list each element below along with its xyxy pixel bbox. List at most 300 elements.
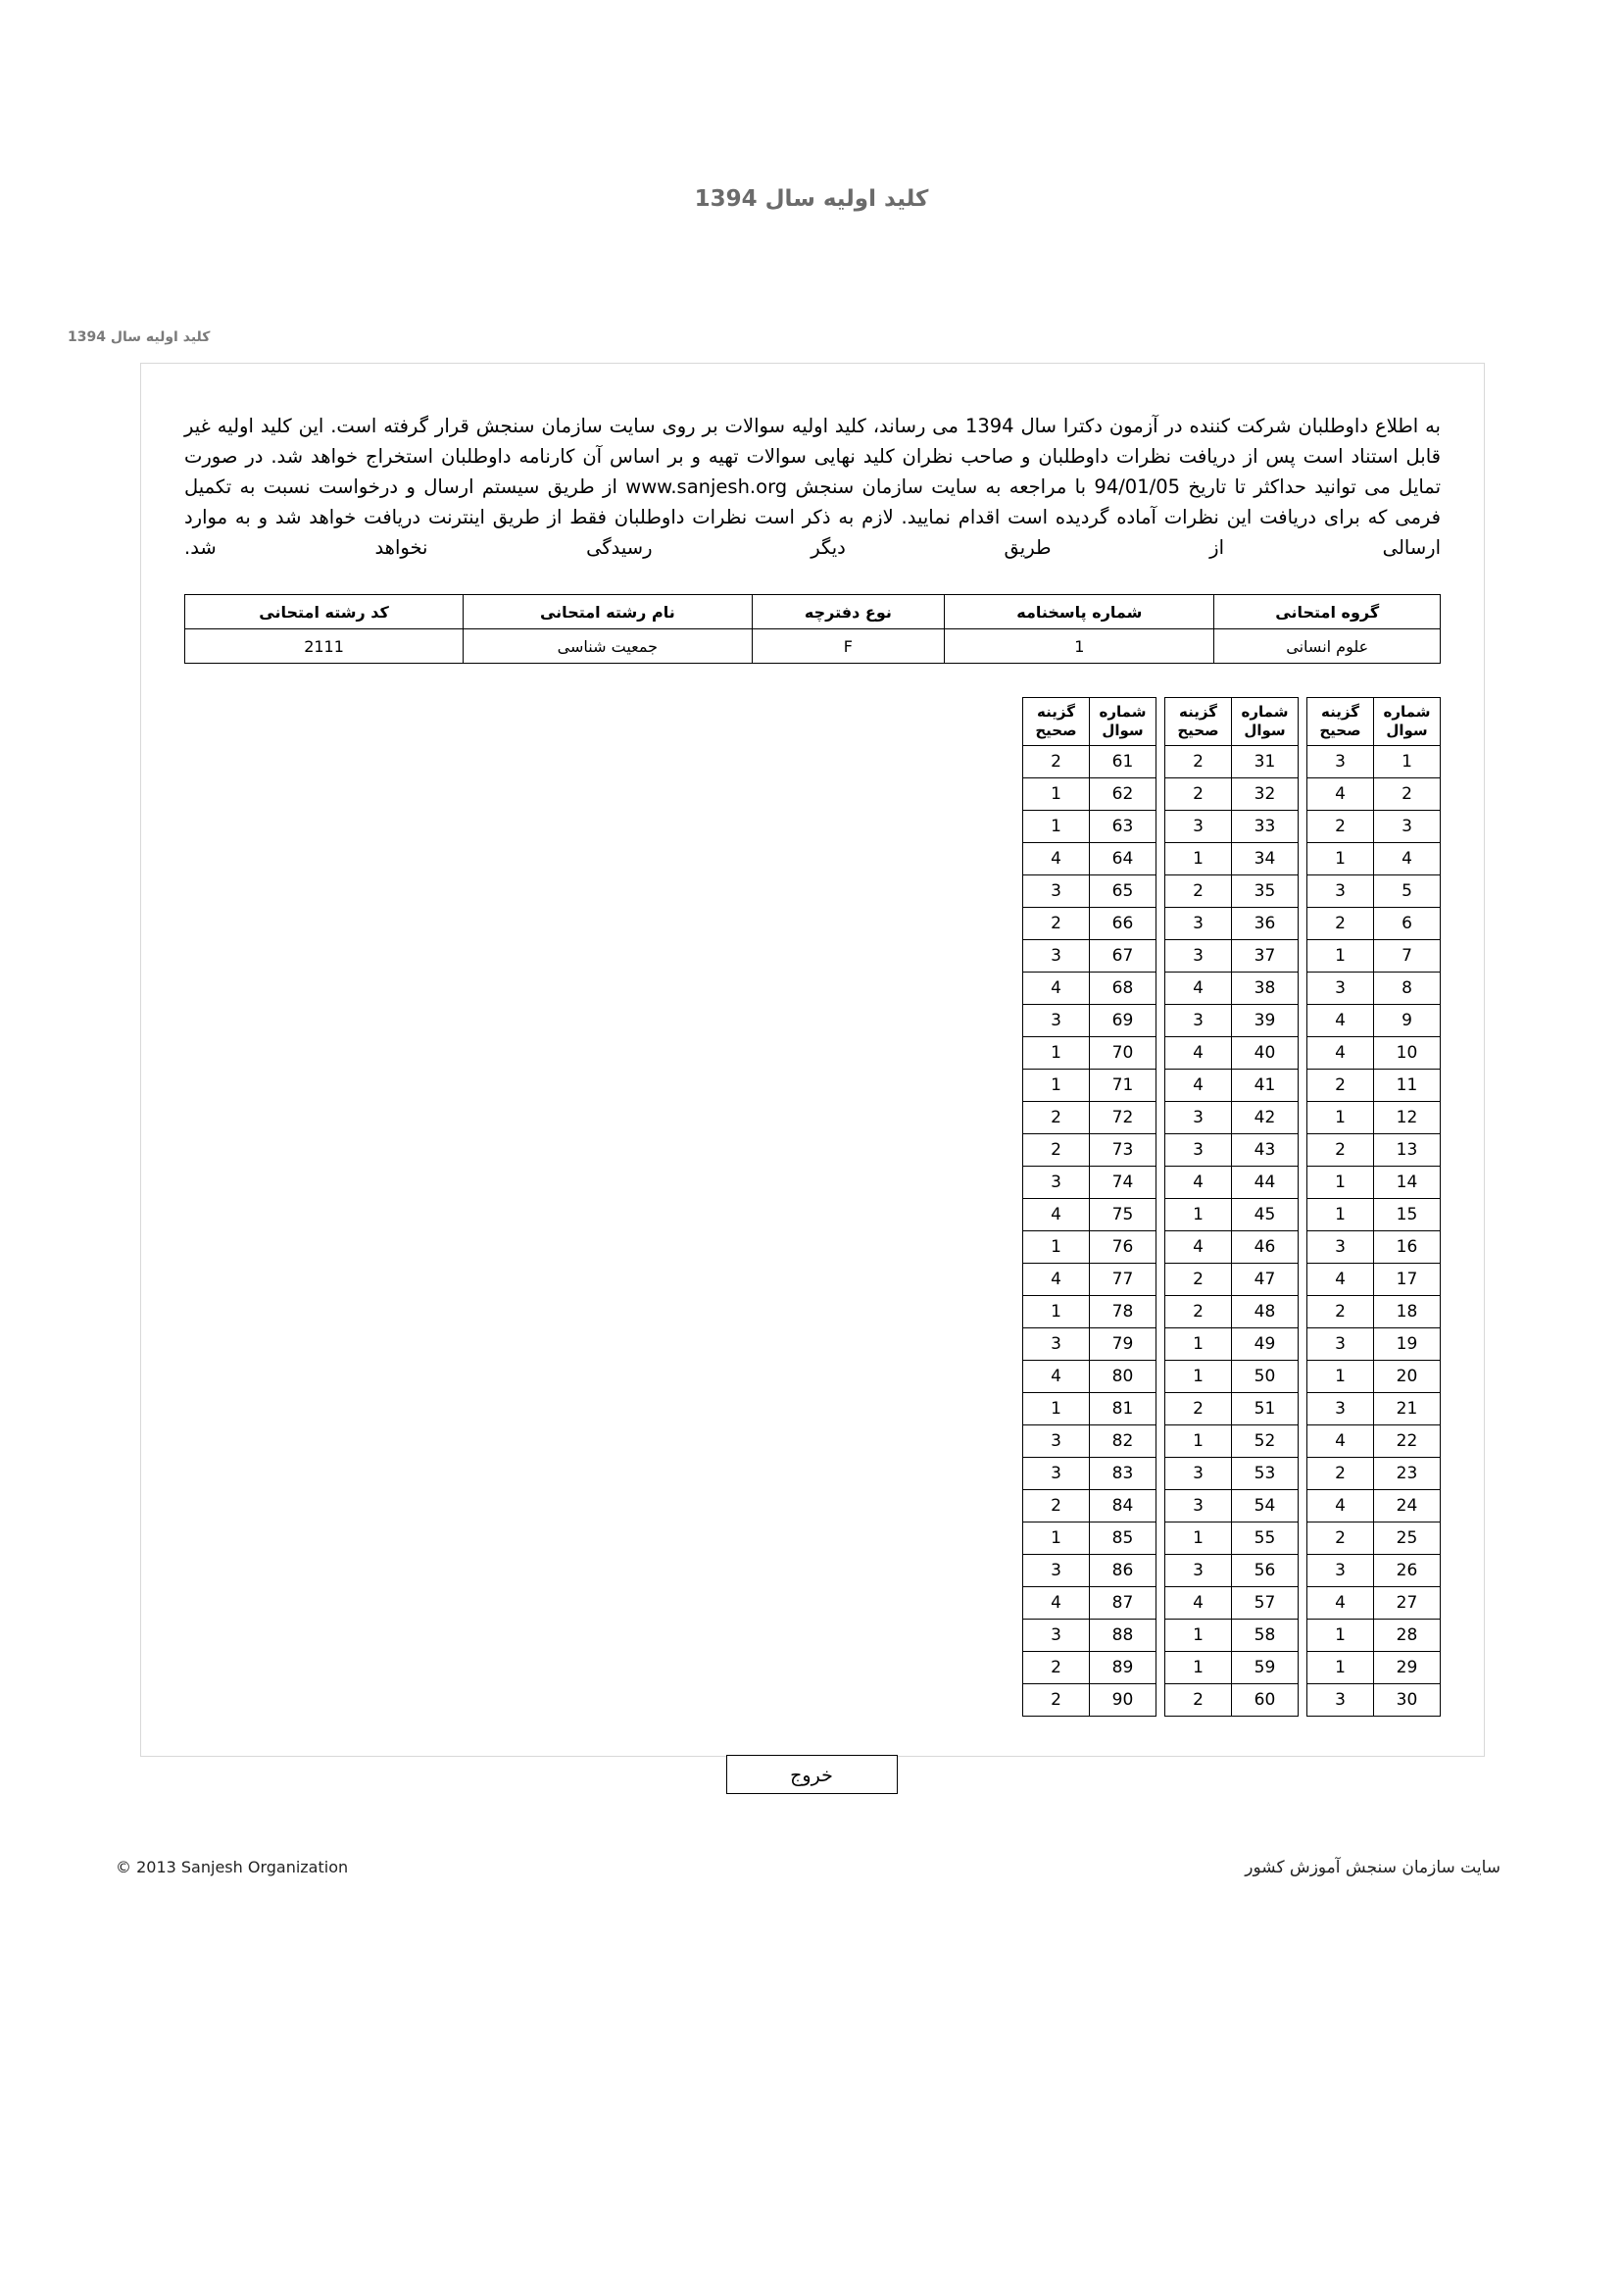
answer-table-row [1165, 1102, 1299, 1134]
question-number-cell: 26 [1374, 1555, 1441, 1587]
correct-option-cell: 2 [1023, 1684, 1090, 1717]
answer-table-row [1023, 1393, 1156, 1425]
question-number-cell: 8 [1374, 973, 1441, 1005]
correct-option-cell: 4 [1023, 1587, 1090, 1620]
answer-table-row [1023, 1587, 1156, 1620]
answer-table-row [1307, 875, 1441, 908]
correct-option-cell: 3 [1165, 940, 1232, 973]
correct-option-cell: 3 [1307, 1555, 1374, 1587]
answer-table-row [1165, 1361, 1299, 1393]
exam-info-header-cell: شماره پاسخنامه [945, 595, 1214, 629]
question-number-cell: 19 [1374, 1328, 1441, 1361]
question-number-cell: 39 [1232, 1005, 1299, 1037]
correct-option-cell: 2 [1165, 875, 1232, 908]
answer-table-row [1165, 1328, 1299, 1361]
correct-option-cell: 2 [1165, 778, 1232, 811]
answer-table-row [1023, 1167, 1156, 1199]
correct-option-cell: 4 [1307, 1037, 1374, 1070]
answer-table-row [1307, 1425, 1441, 1458]
correct-option-cell: 1 [1307, 843, 1374, 875]
correct-option-cell: 3 [1023, 1167, 1090, 1199]
question-number-cell: 30 [1374, 1684, 1441, 1717]
footer-organization-text: سایت سازمان سنجش آموزش کشور [1245, 1858, 1500, 1877]
correct-option-cell: 3 [1307, 1684, 1374, 1717]
answer-table-row [1307, 1037, 1441, 1070]
answer-table-row [1023, 1361, 1156, 1393]
correct-option-cell: 3 [1023, 1328, 1090, 1361]
answer-table-header-answer: گزینه صحیح [1023, 698, 1090, 746]
answer-table-row [1165, 1264, 1299, 1296]
answer-table-row [1165, 1199, 1299, 1231]
question-number-cell: 74 [1090, 1167, 1156, 1199]
question-number-cell: 24 [1374, 1490, 1441, 1522]
question-number-cell: 22 [1374, 1425, 1441, 1458]
correct-option-cell: 3 [1023, 875, 1090, 908]
question-number-cell: 62 [1090, 778, 1156, 811]
answer-table-row [1165, 778, 1299, 811]
question-number-cell: 28 [1374, 1620, 1441, 1652]
correct-option-cell: 3 [1023, 1458, 1090, 1490]
answer-table-row [1023, 1684, 1156, 1717]
answer-table-body-3 [1023, 746, 1156, 1717]
exam-info-value-row [185, 629, 1441, 664]
question-number-cell: 13 [1374, 1134, 1441, 1167]
answer-table-row [1307, 843, 1441, 875]
answer-table-row [1023, 973, 1156, 1005]
answer-table-row [1023, 1102, 1156, 1134]
answer-table-row [1023, 1070, 1156, 1102]
answer-table-row [1307, 1005, 1441, 1037]
correct-option-cell: 3 [1307, 1393, 1374, 1425]
exam-info-value-cell: 2111 [185, 629, 464, 664]
correct-option-cell: 3 [1165, 1490, 1232, 1522]
exam-info-value-cell: علوم انسانی [1214, 629, 1441, 664]
answer-table-row [1165, 1393, 1299, 1425]
intro-text-part-1: به اطلاع داوطلبان شرکت کننده در آزمون دکترا سال 1394 می رساند، کلید اولیه سوالات بر روی سایت سازمان سنجش قرار گرفته است. این کلید اولیه غیر قابل استناد است پس از دریافت نظرات داوطلبان و صاحب نظران کلید نهایی سوالات تهیه و بر اساس آن کارنامه داوطلبان استخراج خواهد شد. در صورت تمایل می توانید حداکثر تا تاریخ 94/01/05 با مراجعه به سایت سازمان سنجش [184, 415, 1442, 498]
panel-title: کلید اولیه سال 1394 [68, 329, 211, 345]
correct-option-cell: 4 [1165, 1070, 1232, 1102]
question-number-cell: 78 [1090, 1296, 1156, 1328]
question-number-cell: 14 [1374, 1167, 1441, 1199]
correct-option-cell: 2 [1165, 746, 1232, 778]
answer-table-header-answer: گزینه صحیح [1307, 698, 1374, 746]
answer-table-row [1165, 1458, 1299, 1490]
question-number-cell: 47 [1232, 1264, 1299, 1296]
correct-option-cell: 2 [1307, 1458, 1374, 1490]
question-number-cell: 66 [1090, 908, 1156, 940]
answer-table-row [1023, 778, 1156, 811]
answer-table-row [1023, 811, 1156, 843]
question-number-cell: 61 [1090, 746, 1156, 778]
question-number-cell: 43 [1232, 1134, 1299, 1167]
answer-table-row [1023, 1490, 1156, 1522]
answer-table-row [1307, 1231, 1441, 1264]
question-number-cell: 15 [1374, 1199, 1441, 1231]
correct-option-cell: 3 [1307, 1328, 1374, 1361]
correct-option-cell: 2 [1023, 1490, 1090, 1522]
question-number-cell: 75 [1090, 1199, 1156, 1231]
correct-option-cell: 1 [1307, 1652, 1374, 1684]
question-number-cell: 32 [1232, 778, 1299, 811]
correct-option-cell: 4 [1165, 1587, 1232, 1620]
exam-info-value-cell: جمعیت شناسی [464, 629, 752, 664]
correct-option-cell: 3 [1165, 1102, 1232, 1134]
answer-table-row [1023, 1296, 1156, 1328]
question-number-cell: 50 [1232, 1361, 1299, 1393]
correct-option-cell: 4 [1165, 973, 1232, 1005]
correct-option-cell: 1 [1165, 843, 1232, 875]
answer-table-header-question: شماره سوال [1374, 698, 1441, 746]
question-number-cell: 17 [1374, 1264, 1441, 1296]
sanjesh-website-link[interactable]: www.sanjesh.org [625, 475, 788, 498]
question-number-cell: 49 [1232, 1328, 1299, 1361]
question-number-cell: 71 [1090, 1070, 1156, 1102]
answer-table-row [1165, 1134, 1299, 1167]
correct-option-cell: 1 [1165, 1425, 1232, 1458]
answer-table-row [1307, 1652, 1441, 1684]
correct-option-cell: 1 [1165, 1199, 1232, 1231]
answer-table-row [1307, 1555, 1441, 1587]
answer-table-row [1023, 1652, 1156, 1684]
answer-table-row [1307, 1458, 1441, 1490]
answer-table-row [1307, 1684, 1441, 1717]
answer-table-row [1165, 1587, 1299, 1620]
correct-option-cell: 1 [1023, 1522, 1090, 1555]
footer-copyright-text: © 2013 Sanjesh Organization [116, 1858, 349, 1876]
answer-table-row [1307, 1587, 1441, 1620]
question-number-cell: 63 [1090, 811, 1156, 843]
question-number-cell: 65 [1090, 875, 1156, 908]
question-number-cell: 69 [1090, 1005, 1156, 1037]
correct-option-cell: 1 [1307, 1102, 1374, 1134]
answer-table-row [1165, 1005, 1299, 1037]
correct-option-cell: 4 [1023, 1361, 1090, 1393]
question-number-cell: 67 [1090, 940, 1156, 973]
question-number-cell: 59 [1232, 1652, 1299, 1684]
question-number-cell: 83 [1090, 1458, 1156, 1490]
answer-table-row [1165, 908, 1299, 940]
question-number-cell: 18 [1374, 1296, 1441, 1328]
answer-table-row [1023, 1425, 1156, 1458]
correct-option-cell: 3 [1165, 908, 1232, 940]
correct-option-cell: 1 [1307, 1361, 1374, 1393]
question-number-cell: 84 [1090, 1490, 1156, 1522]
answer-table-row [1307, 1199, 1441, 1231]
question-number-cell: 88 [1090, 1620, 1156, 1652]
answer-key-panel [68, 329, 1485, 1757]
answer-table-row [1165, 1296, 1299, 1328]
correct-option-cell: 3 [1165, 811, 1232, 843]
answer-table-body-2 [1165, 746, 1299, 1717]
question-number-cell: 52 [1232, 1425, 1299, 1458]
correct-option-cell: 2 [1023, 1102, 1090, 1134]
correct-option-cell: 4 [1307, 1587, 1374, 1620]
question-number-cell: 40 [1232, 1037, 1299, 1070]
exit-button-container [0, 1755, 1623, 1794]
correct-option-cell: 1 [1165, 1522, 1232, 1555]
answer-table-row [1023, 1555, 1156, 1587]
answer-table-row [1307, 940, 1441, 973]
question-number-cell: 1 [1374, 746, 1441, 778]
question-number-cell: 85 [1090, 1522, 1156, 1555]
question-number-cell: 51 [1232, 1393, 1299, 1425]
answer-table-column-2 [1164, 697, 1299, 1717]
answer-table-header-answer: گزینه صحیح [1165, 698, 1232, 746]
correct-option-cell: 1 [1165, 1652, 1232, 1684]
answer-table-row [1165, 1684, 1299, 1717]
correct-option-cell: 1 [1023, 778, 1090, 811]
question-number-cell: 89 [1090, 1652, 1156, 1684]
answer-table-row [1023, 843, 1156, 875]
question-number-cell: 72 [1090, 1102, 1156, 1134]
answer-table-row [1307, 1620, 1441, 1652]
correct-option-cell: 3 [1307, 875, 1374, 908]
answer-table-row [1023, 908, 1156, 940]
answer-table-column-3 [1022, 697, 1156, 1717]
answer-table-row [1023, 1264, 1156, 1296]
correct-option-cell: 1 [1165, 1361, 1232, 1393]
answer-table-row [1023, 746, 1156, 778]
answer-table-row [1023, 1199, 1156, 1231]
correct-option-cell: 4 [1165, 1037, 1232, 1070]
answer-table-row [1307, 1361, 1441, 1393]
question-number-cell: 29 [1374, 1652, 1441, 1684]
correct-option-cell: 1 [1165, 1328, 1232, 1361]
answer-table-column-1 [1306, 697, 1441, 1717]
correct-option-cell: 2 [1307, 1296, 1374, 1328]
question-number-cell: 20 [1374, 1361, 1441, 1393]
correct-option-cell: 2 [1165, 1393, 1232, 1425]
question-number-cell: 57 [1232, 1587, 1299, 1620]
answer-table-header-question: شماره سوال [1090, 698, 1156, 746]
question-number-cell: 87 [1090, 1587, 1156, 1620]
question-number-cell: 73 [1090, 1134, 1156, 1167]
correct-option-cell: 1 [1307, 940, 1374, 973]
question-number-cell: 11 [1374, 1070, 1441, 1102]
question-number-cell: 68 [1090, 973, 1156, 1005]
answer-table-row [1165, 1620, 1299, 1652]
question-number-cell: 34 [1232, 843, 1299, 875]
question-number-cell: 9 [1374, 1005, 1441, 1037]
question-number-cell: 53 [1232, 1458, 1299, 1490]
correct-option-cell: 2 [1023, 746, 1090, 778]
question-number-cell: 42 [1232, 1102, 1299, 1134]
correct-option-cell: 3 [1165, 1555, 1232, 1587]
correct-option-cell: 3 [1023, 1620, 1090, 1652]
correct-option-cell: 2 [1307, 1522, 1374, 1555]
exam-info-header-cell: نوع دفترچه [752, 595, 945, 629]
correct-option-cell: 2 [1307, 811, 1374, 843]
correct-option-cell: 4 [1307, 1490, 1374, 1522]
correct-option-cell: 3 [1023, 1005, 1090, 1037]
answer-table-row [1023, 875, 1156, 908]
answer-table-row [1307, 778, 1441, 811]
answer-table-row [1165, 1070, 1299, 1102]
question-number-cell: 4 [1374, 843, 1441, 875]
question-number-cell: 16 [1374, 1231, 1441, 1264]
question-number-cell: 10 [1374, 1037, 1441, 1070]
question-number-cell: 55 [1232, 1522, 1299, 1555]
answer-table-row [1307, 1264, 1441, 1296]
answer-table-row [1307, 1393, 1441, 1425]
question-number-cell: 41 [1232, 1070, 1299, 1102]
correct-option-cell: 3 [1307, 973, 1374, 1005]
correct-option-cell: 2 [1165, 1296, 1232, 1328]
question-number-cell: 58 [1232, 1620, 1299, 1652]
correct-option-cell: 2 [1165, 1264, 1232, 1296]
intro-paragraph [184, 411, 1441, 563]
question-number-cell: 46 [1232, 1231, 1299, 1264]
question-number-cell: 12 [1374, 1102, 1441, 1134]
correct-option-cell: 3 [1165, 1134, 1232, 1167]
answer-table-row [1165, 1167, 1299, 1199]
correct-option-cell: 3 [1165, 1458, 1232, 1490]
answer-table-row [1165, 940, 1299, 973]
correct-option-cell: 4 [1307, 1005, 1374, 1037]
question-number-cell: 54 [1232, 1490, 1299, 1522]
question-number-cell: 60 [1232, 1684, 1299, 1717]
answer-table-header-question: شماره سوال [1232, 698, 1299, 746]
correct-option-cell: 1 [1307, 1167, 1374, 1199]
answer-table-row [1165, 811, 1299, 843]
answer-table-row [1165, 1425, 1299, 1458]
correct-option-cell: 3 [1307, 746, 1374, 778]
question-number-cell: 56 [1232, 1555, 1299, 1587]
answer-table-row [1307, 1296, 1441, 1328]
answer-table-row [1307, 908, 1441, 940]
question-number-cell: 82 [1090, 1425, 1156, 1458]
answer-table-row [1023, 1231, 1156, 1264]
page-title: کلید اولیه سال 1394 [694, 186, 929, 212]
question-number-cell: 21 [1374, 1393, 1441, 1425]
question-number-cell: 48 [1232, 1296, 1299, 1328]
answer-table-row [1165, 1652, 1299, 1684]
correct-option-cell: 2 [1023, 1134, 1090, 1167]
answer-table-row [1023, 940, 1156, 973]
answer-table-row [1307, 1328, 1441, 1361]
answer-table-header-row [1307, 698, 1441, 746]
question-number-cell: 33 [1232, 811, 1299, 843]
exam-info-header-cell: نام رشته امتحانی [464, 595, 752, 629]
correct-option-cell: 1 [1023, 1296, 1090, 1328]
exam-info-value-cell: 1 [945, 629, 1214, 664]
answer-table-row [1307, 746, 1441, 778]
question-number-cell: 25 [1374, 1522, 1441, 1555]
answer-table-row [1023, 1458, 1156, 1490]
correct-option-cell: 4 [1307, 1264, 1374, 1296]
exit-button[interactable]: خروج [726, 1755, 898, 1794]
question-number-cell: 79 [1090, 1328, 1156, 1361]
correct-option-cell: 1 [1307, 1199, 1374, 1231]
answer-table-row [1023, 1522, 1156, 1555]
question-number-cell: 7 [1374, 940, 1441, 973]
correct-option-cell: 3 [1023, 940, 1090, 973]
answer-table-row [1165, 1490, 1299, 1522]
question-number-cell: 35 [1232, 875, 1299, 908]
answer-table-row [1165, 1231, 1299, 1264]
answer-table-header-row [1023, 698, 1156, 746]
question-number-cell: 6 [1374, 908, 1441, 940]
question-number-cell: 37 [1232, 940, 1299, 973]
correct-option-cell: 2 [1023, 908, 1090, 940]
answer-table-body-1 [1307, 746, 1441, 1717]
answer-table-row [1165, 1522, 1299, 1555]
answer-table-row [1307, 1070, 1441, 1102]
intro-text-part-2: از طریق سیستم ارسال و درخواست نسبت به تکمیل فرمی که برای دریافت این نظرات آماده گردیده است اقدام نمایید. لازم به ذکر است نظرات داوطلبان فقط از طریق اینترنت دریافت خواهد شد و به موارد ارسالی از طریق دیگر رسیدگی نخواهد شد. [184, 475, 1441, 559]
question-number-cell: 80 [1090, 1361, 1156, 1393]
correct-option-cell: 3 [1307, 1231, 1374, 1264]
correct-option-cell: 1 [1165, 1620, 1232, 1652]
question-number-cell: 31 [1232, 746, 1299, 778]
correct-option-cell: 2 [1307, 1070, 1374, 1102]
correct-option-cell: 3 [1023, 1425, 1090, 1458]
correct-option-cell: 2 [1307, 1134, 1374, 1167]
correct-option-cell: 1 [1023, 1231, 1090, 1264]
question-number-cell: 81 [1090, 1393, 1156, 1425]
question-number-cell: 23 [1374, 1458, 1441, 1490]
question-number-cell: 45 [1232, 1199, 1299, 1231]
question-number-cell: 36 [1232, 908, 1299, 940]
question-number-cell: 76 [1090, 1231, 1156, 1264]
correct-option-cell: 1 [1023, 1070, 1090, 1102]
question-number-cell: 64 [1090, 843, 1156, 875]
correct-option-cell: 1 [1023, 1393, 1090, 1425]
answer-key-tables [184, 697, 1441, 1717]
exam-info-table [184, 594, 1441, 664]
answer-table-row [1307, 1490, 1441, 1522]
correct-option-cell: 4 [1023, 973, 1090, 1005]
exam-info-value-cell: F [752, 629, 945, 664]
answer-table-row [1023, 1005, 1156, 1037]
question-number-cell: 77 [1090, 1264, 1156, 1296]
answer-table-row [1307, 1102, 1441, 1134]
answer-table-row [1023, 1620, 1156, 1652]
correct-option-cell: 2 [1307, 908, 1374, 940]
correct-option-cell: 3 [1023, 1555, 1090, 1587]
answer-table-row [1165, 973, 1299, 1005]
question-number-cell: 70 [1090, 1037, 1156, 1070]
answer-table-row [1165, 875, 1299, 908]
correct-option-cell: 2 [1165, 1684, 1232, 1717]
exam-info-header-cell: کد رشته امتحانی [185, 595, 464, 629]
correct-option-cell: 1 [1023, 811, 1090, 843]
question-number-cell: 2 [1374, 778, 1441, 811]
correct-option-cell: 2 [1023, 1652, 1090, 1684]
correct-option-cell: 4 [1023, 843, 1090, 875]
correct-option-cell: 4 [1165, 1231, 1232, 1264]
answer-table-row [1023, 1037, 1156, 1070]
correct-option-cell: 4 [1307, 1425, 1374, 1458]
question-number-cell: 90 [1090, 1684, 1156, 1717]
correct-option-cell: 4 [1165, 1167, 1232, 1199]
answer-table-row [1307, 1134, 1441, 1167]
exam-info-header-row [185, 595, 1441, 629]
correct-option-cell: 1 [1023, 1037, 1090, 1070]
answer-table-row [1307, 973, 1441, 1005]
correct-option-cell: 4 [1023, 1264, 1090, 1296]
answer-table-row [1165, 843, 1299, 875]
answer-table-row [1165, 1037, 1299, 1070]
answer-table-row [1165, 746, 1299, 778]
correct-option-cell: 1 [1307, 1620, 1374, 1652]
correct-option-cell: 3 [1165, 1005, 1232, 1037]
answer-table-row [1023, 1328, 1156, 1361]
question-number-cell: 27 [1374, 1587, 1441, 1620]
question-number-cell: 5 [1374, 875, 1441, 908]
exam-info-header-cell: گروه امتحانی [1214, 595, 1441, 629]
correct-option-cell: 4 [1023, 1199, 1090, 1231]
question-number-cell: 44 [1232, 1167, 1299, 1199]
